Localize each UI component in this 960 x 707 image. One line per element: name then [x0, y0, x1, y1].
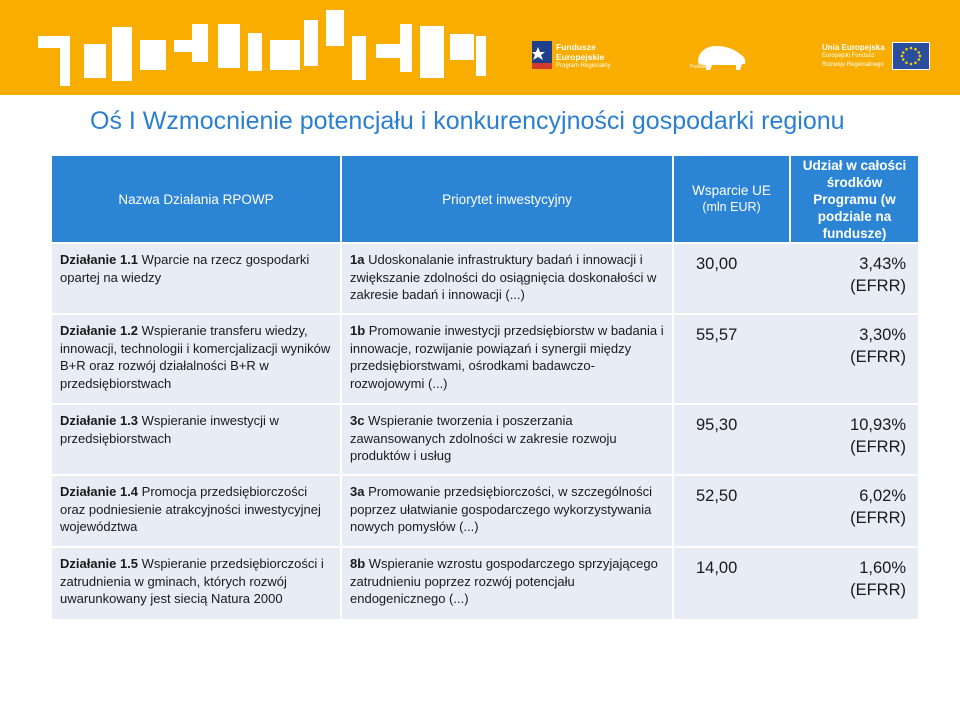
- values-cell: [674, 405, 918, 474]
- action-label: Działanie 1.3: [60, 413, 139, 428]
- fund-label: (EFRR): [850, 581, 906, 599]
- header-support: Wsparcie UE (mln EUR): [674, 156, 789, 242]
- action-label: Działanie 1.2: [60, 323, 139, 338]
- banner-block: [450, 34, 474, 60]
- banner-block: [192, 24, 208, 62]
- priority-text: Promowanie przedsiębiorczości, w szczególności poprzez ułatwianie gospodarczego wykorzystywania nowych pomysłów (...): [350, 484, 653, 534]
- banner-block: [400, 24, 412, 72]
- action-text: Wparcie na rzecz gospodarki opartej na wiedzy: [60, 252, 310, 285]
- banner-block: [326, 10, 344, 46]
- share-value: 10,93%: [850, 416, 906, 434]
- support-value: 95,30: [696, 416, 738, 434]
- priority-cell: [342, 405, 672, 474]
- actions-table: [50, 154, 920, 621]
- values-cell: [674, 315, 918, 403]
- share-value: 1,60%: [859, 559, 906, 577]
- priority-text: Wspieranie tworzenia i poszerzania zawansowanych zdolności w zakresie rozwoju produktów i usług: [350, 413, 617, 463]
- banner-block: [38, 36, 60, 48]
- values-cell: [674, 548, 918, 619]
- priority-label: 8b: [350, 556, 366, 571]
- fundusze-logo-text: Fundusze Europejskie Program Regionalny: [556, 42, 611, 69]
- banner-block: [352, 36, 366, 80]
- values-cell: [674, 476, 918, 546]
- priority-text: Udoskonalanie infrastruktury badań i innowacji i zwiększanie zdolności do osiągnięcia doskonałości w zakresie badań i innowacji (...): [350, 252, 657, 302]
- banner-block: [476, 36, 486, 76]
- banner-block: [60, 36, 70, 86]
- fund-label: (EFRR): [850, 348, 906, 366]
- page-title: Oś I Wzmocnienie potencjału i konkurencyjności gospodarki regionu: [90, 107, 845, 135]
- header-action-name: Nazwa Działania RPOWP: [52, 156, 340, 242]
- action-label: Działanie 1.4: [60, 484, 139, 499]
- action-cell: [52, 405, 340, 474]
- priority-cell: [342, 476, 672, 546]
- table-row: [52, 405, 918, 474]
- ue-logo-text: Unia Europejska Europejski Fundusz Rozwoju Regionalnego: [822, 43, 885, 68]
- action-cell: [52, 476, 340, 546]
- fund-label: (EFRR): [850, 277, 906, 295]
- support-value: 52,50: [696, 487, 738, 505]
- table-row: [52, 315, 918, 403]
- fund-label: (EFRR): [850, 509, 906, 527]
- banner-block: [420, 26, 444, 78]
- action-label: Działanie 1.1: [60, 252, 139, 267]
- banner-block: [112, 27, 132, 81]
- fund-label: (EFRR): [850, 438, 906, 456]
- support-value: 55,57: [696, 326, 738, 344]
- support-value: 30,00: [696, 255, 738, 273]
- header-share: Udział w całości środków Programu (w podziale na fundusze): [791, 156, 918, 242]
- priority-text: Promowanie inwestycji przedsiębiorstw w badania i innowacje, rozwijanie powiązań i synergii między przedsiębiorstwami, ośrodkami badawczo-rozwojowymi (...): [350, 323, 664, 391]
- table-row: [52, 548, 918, 619]
- action-label: Działanie 1.5: [60, 556, 139, 571]
- table-row: [52, 476, 918, 546]
- action-cell: [52, 244, 340, 313]
- priority-label: 1b: [350, 323, 366, 338]
- action-text: Promocja przedsiębiorczości oraz podniesienie atrakcyjności inwestycyjnej województwa: [60, 484, 321, 534]
- eu-flag-icon: [892, 42, 930, 70]
- share-value: 6,02%: [859, 487, 906, 505]
- table-row: [52, 244, 918, 313]
- priority-cell: [342, 315, 672, 403]
- action-cell: [52, 315, 340, 403]
- priority-label: 3c: [350, 413, 365, 428]
- action-text: Wspieranie transferu wiedzy, innowacji, technologii i komercjalizacji wyników B+R oraz rozwój działalności B+R w przedsiębiorstwach: [60, 323, 331, 391]
- banner-block: [304, 20, 318, 66]
- banner-block: [174, 40, 192, 52]
- priority-cell: [342, 244, 672, 313]
- action-cell: [52, 548, 340, 619]
- priority-label: 1a: [350, 252, 365, 267]
- action-text: Wspieranie przedsiębiorczości i zatrudnienia w gminach, których rozwój uwarunkowany jest siecią Natura 2000: [60, 556, 324, 606]
- header-banner: [0, 0, 960, 95]
- banner-block: [270, 40, 300, 70]
- table-header-row: [52, 156, 918, 242]
- banner-block: [84, 44, 106, 78]
- header-priority: Priorytet inwestycyjny: [342, 156, 672, 242]
- priority-cell: [342, 548, 672, 619]
- support-value: 14,00: [696, 559, 738, 577]
- banner-block: [376, 44, 400, 58]
- share-value: 3,30%: [859, 326, 906, 344]
- banner-block: [248, 33, 262, 71]
- podlaskie-logo-text: Podlaskie: [690, 64, 712, 70]
- bison-logo-icon: [690, 40, 750, 76]
- banner-block: [140, 40, 166, 70]
- values-cell: [674, 244, 918, 313]
- banner-block: [218, 24, 240, 68]
- action-text: Wspieranie inwestycji w przedsiębiorstwach: [60, 413, 279, 446]
- priority-text: Wspieranie wzrostu gospodarczego sprzyjającego zatrudnieniu poprzez rozwój potencjału endogenicznego (...): [350, 556, 658, 606]
- priority-label: 3a: [350, 484, 365, 499]
- share-value: 3,43%: [859, 255, 906, 273]
- fundusze-europejskie-logo-icon: [532, 41, 552, 69]
